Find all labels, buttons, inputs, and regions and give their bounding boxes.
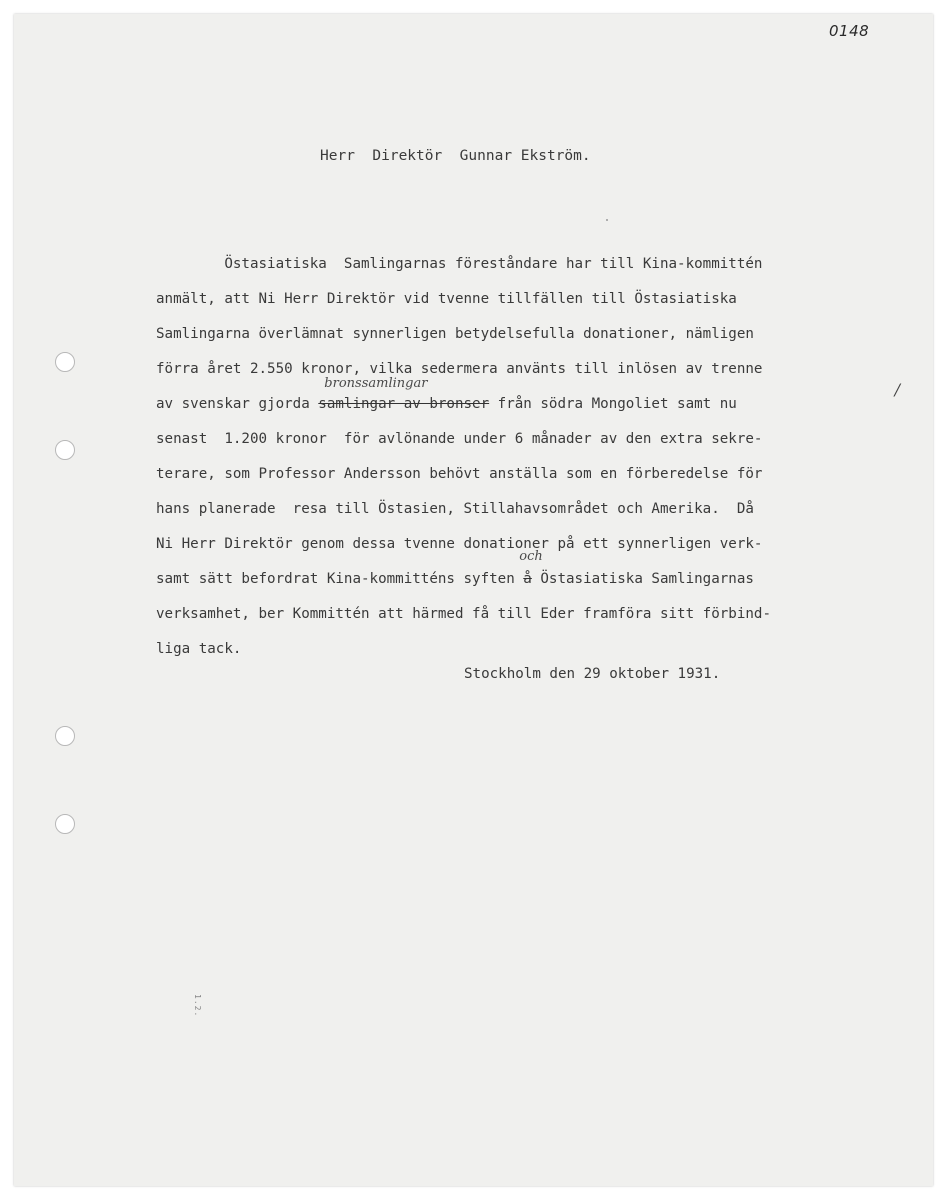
archive-page-number: 0148 [829,22,870,40]
salutation: Herr Direktör Gunnar Ekström. [320,148,591,164]
letter-body [156,247,916,667]
letter-page [14,14,933,1186]
line-text: av svenskar gjorda [156,396,319,412]
line-text: Östasiatiska Samlingarnas [531,571,754,587]
letter-line-correction [156,549,916,597]
letter-line: hans planerade resa till Östasien, Stillahavsområdet och Amerika. Då [156,501,754,517]
letter-line: Östasiatiska Samlingarnas föreståndare har till Kina-kommittén [156,256,763,272]
letter-line: terare, som Professor Andersson behövt anställa som en förberedelse för [156,466,763,482]
struck-text: å [523,571,532,587]
handwritten-insertion: och [519,549,543,564]
ink-speck [606,219,608,221]
letter-line: verksamhet, ber Kommittén att härmed få till Eder framföra sitt förbind- [156,606,771,622]
letter-line-correction [156,376,916,422]
punch-hole [55,726,75,746]
letter-line: liga tack. [156,641,242,657]
punch-hole [55,352,75,372]
letter-line: anmält, att Ni Herr Direktör vid tvenne tillfällen till Östasiatiska [156,291,737,307]
letter-line: Samlingarna överlämnat synnerligen betydelsefulla donationer, nämligen [156,326,754,342]
punch-hole [55,440,75,460]
line-text: samt sätt befordrat Kina-kommitténs syften [156,571,524,587]
letter-line: förra året 2.550 kronor, vilka sedermera använts till inlösen av trenne [156,361,763,377]
stray-pencil-mark: 1.2. [193,994,202,1018]
correction-group [519,549,543,597]
punch-hole [55,814,75,834]
letter-line: senast 1.200 kronor för avlönande under 6 månader av den extra sekre- [156,431,763,447]
line-text: från södra Mongoliet samt nu [489,396,737,412]
place-and-date: Stockholm den 29 oktober 1931. [464,666,721,682]
correction-group [318,376,490,422]
letter-line: Ni Herr Direktör genom dessa tvenne donationer på ett synnerligen verk- [156,536,763,552]
handwritten-insertion: bronssamlingar [324,376,428,391]
struck-text: samlingar av bronser [318,396,490,412]
handwritten-margin-mark: / [894,380,900,399]
